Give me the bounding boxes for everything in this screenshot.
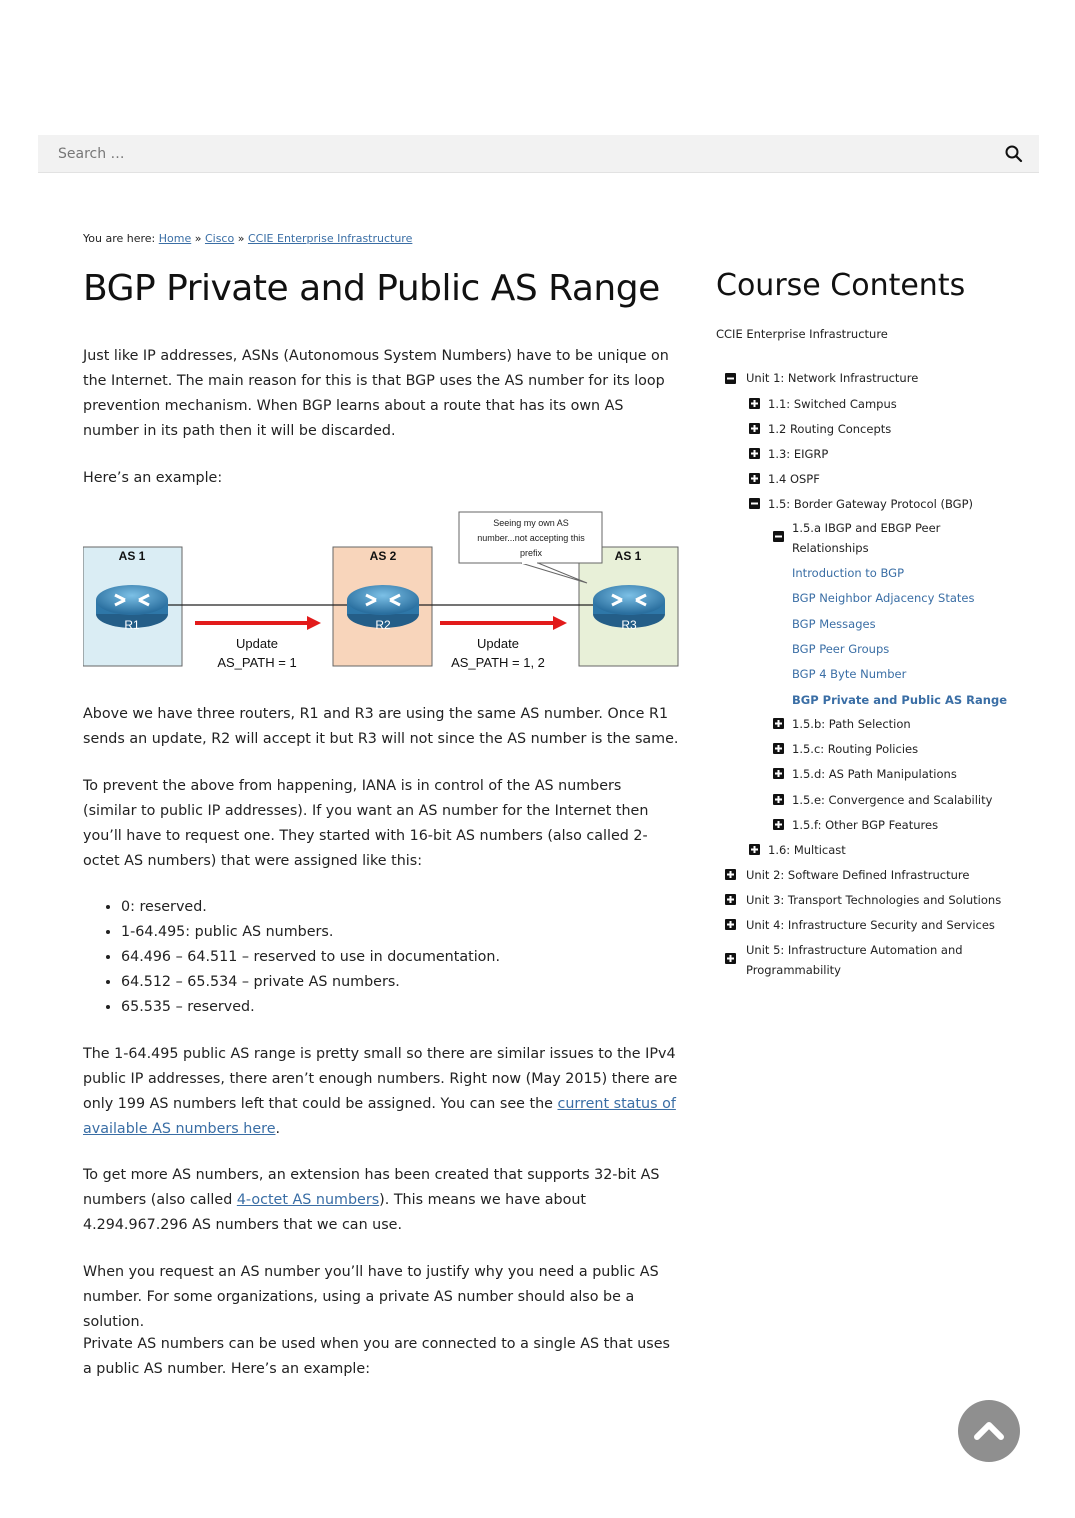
article-paragraph: Just like IP addresses, ASNs (Autonomous System Numbers) have to be unique on the Internet. The main reason for this is that BGP uses the AS number for its loop prevention mechanism. When BGP learns about a route that has its own AS number in its path then it will be discarded. xyxy=(83,348,669,439)
article-text: The 1-64.495 public AS range is pretty small so there are similar issues to the IPv4 public IP addresses, there aren’t enough numbers. Right now (May 2015) there are only 199 AS numbers left that could be assigned. You can see the xyxy=(83,1046,678,1112)
breadcrumb xyxy=(83,232,412,245)
expand-icon[interactable] xyxy=(749,423,760,434)
breadcrumb-separator: » xyxy=(237,232,245,245)
four-octet-link[interactable]: 4-octet AS numbers xyxy=(236,1192,380,1208)
as1-left-label: AS 1 xyxy=(118,549,146,563)
list-item: • 0: reserved. xyxy=(121,895,679,920)
list-item: • 1-64.495: public AS numbers. xyxy=(121,920,679,945)
router-r3-label: R3 xyxy=(621,618,637,632)
tree-item-path-selection[interactable]: 1.5.b: Path Selection xyxy=(792,717,911,731)
tree-item-unit-1[interactable]: Unit 1: Network Infrastructure xyxy=(746,371,919,385)
update-arrow-1 xyxy=(195,616,321,630)
page-title: BGP Private and Public AS Range xyxy=(83,268,660,309)
breadcrumb-separator: » xyxy=(194,232,202,245)
search-button[interactable] xyxy=(1003,143,1025,165)
tree-item-ospf[interactable]: 1.4 OSPF xyxy=(768,472,820,486)
callout-line-2: number...not accepting this xyxy=(477,533,585,543)
collapse-icon[interactable] xyxy=(725,373,736,384)
article-paragraph xyxy=(83,1163,679,1238)
search-bar xyxy=(38,135,1039,173)
tree-item-unit-2[interactable]: Unit 2: Software Defined Infrastructure xyxy=(746,868,970,882)
article-text: . xyxy=(275,1121,281,1137)
expand-icon[interactable] xyxy=(725,869,736,880)
tree-item-eigrp[interactable]: 1.3: EIGRP xyxy=(768,447,829,461)
breadcrumb-cisco-link[interactable]: Cisco xyxy=(204,232,235,245)
list-item: • 65.535 – reserved. xyxy=(121,995,679,1020)
list-item: • 64.512 – 65.534 – private AS numbers. xyxy=(121,970,679,995)
article-paragraph: When you request an AS number you’ll have to justify why you need a public AS number. For some organizations, using a private AS number should also be a solution. xyxy=(83,1264,659,1330)
tree-item-routing-concepts[interactable]: 1.2 Routing Concepts xyxy=(768,422,892,436)
collapse-icon[interactable] xyxy=(749,498,760,509)
tree-link-neighbor-adjacency[interactable]: BGP Neighbor Adjacency States xyxy=(792,591,975,605)
article-paragraph xyxy=(83,1042,679,1142)
tree-item-unit-4[interactable]: Unit 4: Infrastructure Security and Services xyxy=(746,918,995,932)
expand-icon[interactable] xyxy=(749,398,760,409)
update-label-1: Update xyxy=(236,636,278,651)
tree-item-unit-5[interactable]: Unit 5: Infrastructure Automation and Programmability xyxy=(746,943,963,977)
list-item: • 64.496 – 64.511 – reserved to use in documentation. xyxy=(121,945,679,970)
bgp-loop-prevention-diagram xyxy=(83,510,679,672)
as2-label: AS 2 xyxy=(369,549,397,563)
router-r2-label: R2 xyxy=(375,618,391,632)
update-arrow-2 xyxy=(440,616,567,630)
tree-item-unit-3[interactable]: Unit 3: Transport Technologies and Solutions xyxy=(746,893,1002,907)
breadcrumb-prefix: You are here: xyxy=(83,232,156,245)
expand-icon[interactable] xyxy=(725,919,736,930)
article-paragraph: Private AS numbers can be used when you are connected to a single AS that uses a public AS number. Here’s an example: xyxy=(83,1336,670,1377)
tree-link-introduction-to-bgp[interactable]: Introduction to BGP xyxy=(792,566,905,580)
expand-icon[interactable] xyxy=(773,743,784,754)
article-paragraph: Above we have three routers, R1 and R3 are using the same AS number. Once R1 sends an update, R2 will accept it but R3 will not since the AS number is the same. xyxy=(83,706,679,747)
update-label-2: Update xyxy=(477,636,519,651)
tree-item-as-path-manipulations[interactable]: 1.5.d: AS Path Manipulations xyxy=(792,767,957,781)
callout-line-3: prefix xyxy=(519,548,543,558)
expand-icon[interactable] xyxy=(749,844,760,855)
tree-item-routing-policies[interactable]: 1.5.c: Routing Policies xyxy=(792,742,919,756)
search-icon xyxy=(1003,143,1025,165)
as-path-label-1: AS_PATH = 1 xyxy=(217,655,297,670)
article-paragraph: To prevent the above from happening, IANA is in control of the AS numbers (similar to public IP addresses). If you want an AS number for the Internet then you’ll have to request one. They started with 16-bit AS numbers (also called 2-octet AS numbers) that were assigned like this: xyxy=(83,778,649,869)
collapse-icon[interactable] xyxy=(773,531,784,542)
article-text: To get more AS numbers, an extension has been created that supports 32-bit AS numbers (also called xyxy=(83,1167,660,1208)
sidebar-course-name: CCIE Enterprise Infrastructure xyxy=(716,327,888,341)
article-paragraph: Here’s an example: xyxy=(83,470,223,486)
expand-icon[interactable] xyxy=(773,718,784,729)
as-status-link[interactable]: current status of available AS numbers here xyxy=(83,1096,676,1137)
expand-icon[interactable] xyxy=(773,819,784,830)
expand-icon[interactable] xyxy=(725,953,736,964)
expand-icon[interactable] xyxy=(749,473,760,484)
tree-link-current-page[interactable]: BGP Private and Public AS Range xyxy=(792,693,1007,707)
expand-icon[interactable] xyxy=(725,894,736,905)
scroll-to-top-button[interactable] xyxy=(958,1400,1020,1462)
search-input[interactable] xyxy=(38,135,978,173)
tree-link-peer-groups[interactable]: BGP Peer Groups xyxy=(792,642,890,656)
router-r1-label: R1 xyxy=(124,618,140,632)
sidebar-title: Course Contents xyxy=(716,268,966,303)
chevron-up-icon xyxy=(971,1413,1007,1449)
callout-line-1: Seeing my own AS xyxy=(493,518,569,528)
as-range-list xyxy=(83,895,679,1020)
tree-item-ibgp-ebgp[interactable]: 1.5.a IBGP and EBGP Peer Relationships xyxy=(792,521,941,555)
expand-icon[interactable] xyxy=(773,768,784,779)
tree-item-convergence[interactable]: 1.5.e: Convergence and Scalability xyxy=(792,793,993,807)
breadcrumb-ccie-link[interactable]: CCIE Enterprise Infrastructure xyxy=(247,232,413,245)
as1-right-label: AS 1 xyxy=(614,549,642,563)
expand-icon[interactable] xyxy=(749,448,760,459)
tree-item-multicast[interactable]: 1.6: Multicast xyxy=(768,843,846,857)
tree-item-switched-campus[interactable]: 1.1: Switched Campus xyxy=(768,397,897,411)
expand-icon[interactable] xyxy=(773,794,784,805)
tree-item-bgp[interactable]: 1.5: Border Gateway Protocol (BGP) xyxy=(768,497,973,511)
tree-item-other-bgp-features[interactable]: 1.5.f: Other BGP Features xyxy=(792,818,939,832)
article-text: ). This means we have about 4.294.967.296 AS numbers that we can use. xyxy=(83,1192,587,1233)
tree-link-4-byte-number[interactable]: BGP 4 Byte Number xyxy=(792,667,907,681)
breadcrumb-home-link[interactable]: Home xyxy=(158,232,192,245)
as-path-label-2: AS_PATH = 1, 2 xyxy=(451,655,545,670)
tree-link-bgp-messages[interactable]: BGP Messages xyxy=(792,617,876,631)
